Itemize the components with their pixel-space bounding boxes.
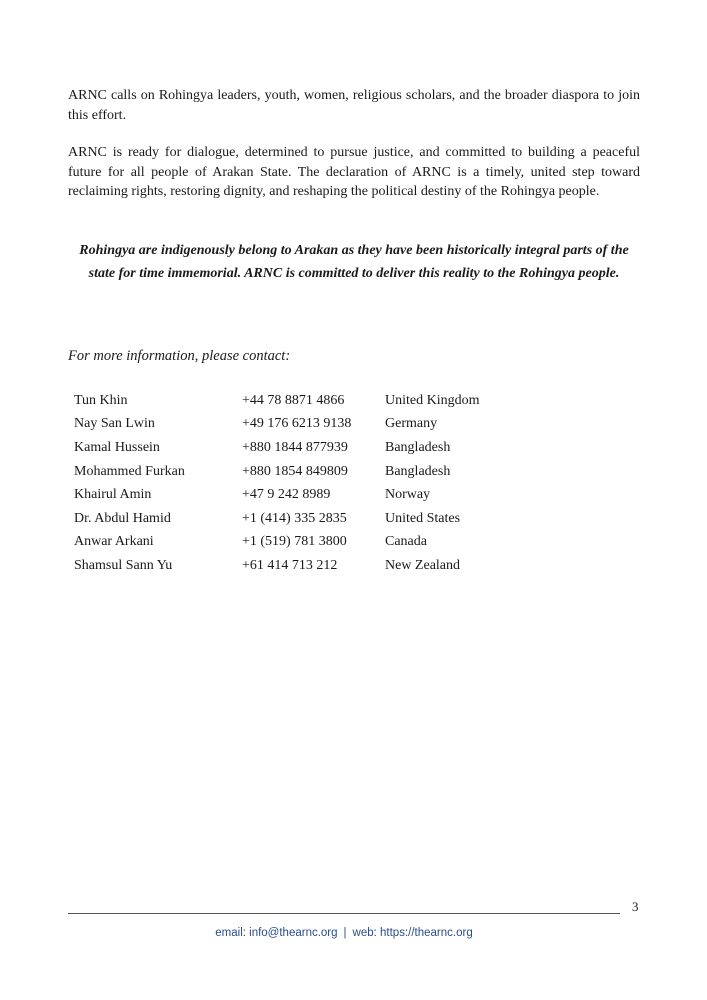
contact-country: United Kingdom	[385, 392, 480, 408]
contact-phone: +61 414 713 212	[242, 557, 338, 573]
page-footer	[68, 927, 620, 939]
contact-phone: +880 1844 877939	[242, 439, 348, 455]
contact-country: New Zealand	[385, 557, 461, 573]
contact-country: Norway	[385, 487, 431, 503]
contact-name: Tun Khin	[74, 392, 128, 408]
contact-country: United States	[385, 510, 461, 526]
contact-phone: +47 9 242 8989	[242, 487, 331, 503]
contact-phone: +1 (414) 335 2835	[242, 510, 347, 526]
document-page	[68, 0, 640, 1000]
footer-email: email: info@thearnc.org	[215, 927, 338, 939]
contact-country: Bangladesh	[385, 439, 451, 455]
contact-phone: +44 78 8871 4866	[242, 392, 345, 408]
page-number: 3	[632, 899, 639, 914]
indigenous-statement: Rohingya are indigenously belong to Arakan as they have been historically integral parts of the state for time immemorial. ARNC is committed to deliver this reality to the Rohingya people.	[79, 243, 629, 281]
contacts-table	[74, 389, 535, 578]
paragraph-declaration: ARNC is ready for dialogue, determined to pursue justice, and committed to building a peaceful future for all people of Arakan State. The declaration of ARNC is a timely, united step toward reclaiming rights, restoring dignity, and reshaping the political destiny of the Rohingya people.	[68, 145, 640, 199]
contact-country: Germany	[385, 416, 438, 432]
contact-name: Anwar Arkani	[74, 534, 154, 550]
contact-name: Kamal Hussein	[74, 439, 160, 455]
table-row	[74, 483, 535, 507]
contact-name: Shamsul Sann Yu	[74, 557, 173, 573]
table-row	[74, 531, 535, 555]
contact-name: Khairul Amin	[74, 487, 152, 503]
paragraph-call-to-join: ARNC calls on Rohingya leaders, youth, women, religious scholars, and the broader diaspora to join this effort.	[68, 88, 640, 123]
contact-phone: +880 1854 849809	[242, 463, 348, 479]
footer-divider	[68, 913, 620, 914]
table-row	[74, 413, 535, 437]
footer-separator: |	[343, 927, 347, 939]
table-row	[74, 436, 535, 460]
contact-country: Bangladesh	[385, 463, 451, 479]
footer-web: web: https://thearnc.org	[352, 927, 473, 939]
contact-name: Dr. Abdul Hamid	[74, 510, 171, 526]
table-row	[74, 507, 535, 531]
contact-phone: +1 (519) 781 3800	[242, 534, 347, 550]
contact-name: Nay San Lwin	[74, 416, 155, 432]
table-row	[74, 389, 535, 413]
contact-country: Canada	[385, 534, 427, 550]
contact-name: Mohammed Furkan	[74, 463, 185, 479]
table-row	[74, 460, 535, 484]
table-row	[74, 554, 535, 578]
contact-intro: For more information, please contact:	[68, 348, 291, 364]
contact-phone: +49 176 6213 9138	[242, 416, 352, 432]
